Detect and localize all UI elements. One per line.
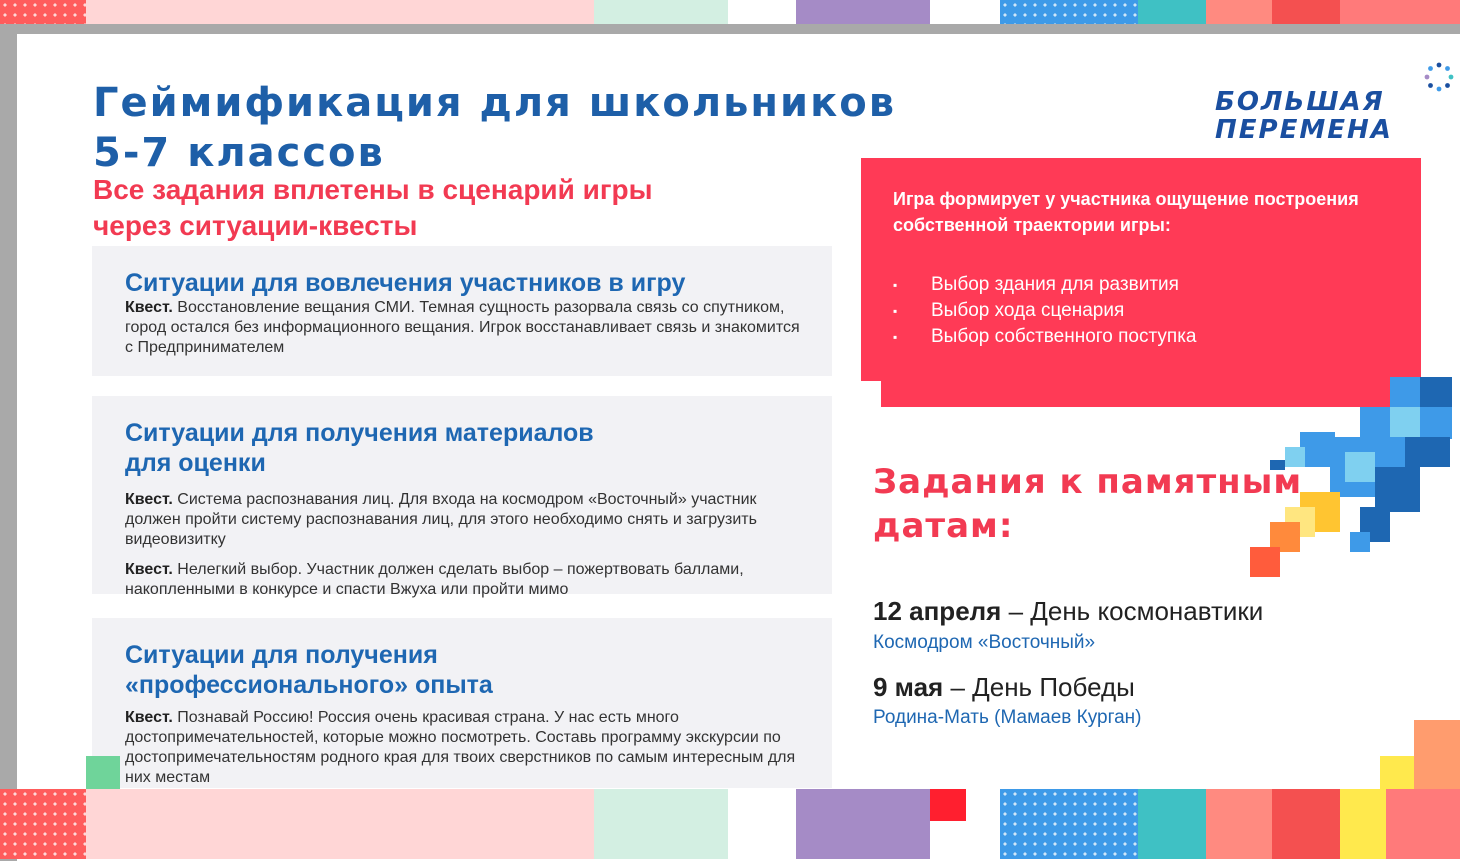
logo <box>1215 88 1393 144</box>
logo-line-1: БОЛЬШАЯ <box>1215 87 1385 117</box>
quest-card-experience <box>92 618 832 788</box>
title-line-2: 5-7 классов <box>93 130 385 176</box>
game-box-list <box>893 272 1389 350</box>
date-value: 12 апреля <box>873 596 1002 626</box>
list-item: ▪ Выбор собственного поступка <box>893 324 1389 350</box>
title-line-1: Геймификация для школьников <box>93 80 897 126</box>
page-subtitle <box>93 172 653 244</box>
logo-line-2: ПЕРЕМЕНА <box>1215 115 1393 145</box>
date-place: Космодром «Восточный» <box>873 632 1096 653</box>
card-heading-line-1: Ситуации для получения <box>125 641 438 669</box>
quest-text <box>125 490 802 550</box>
quest-label: Квест. <box>125 561 173 578</box>
page-title <box>93 78 896 178</box>
quest-text <box>125 560 802 600</box>
subtitle-line-1: Все задания вплетены в сценарий игры <box>93 174 653 205</box>
dotted-ring-icon <box>1424 62 1454 92</box>
memorable-line-1: Задания к памятным <box>873 462 1303 502</box>
left-decor-green <box>86 756 120 789</box>
quest-text <box>125 708 802 788</box>
memorable-line-2: датам: <box>873 506 1014 546</box>
date-entry-cosmonautics <box>873 596 1263 627</box>
card-heading: Ситуации для вовлечения участников в игру <box>125 269 686 297</box>
date-place: Родина-Мать (Мамаев Курган) <box>873 707 1142 728</box>
list-item: ▪ Выбор здания для развития <box>893 272 1389 298</box>
top-decor-strip <box>0 0 1460 24</box>
quest-label: Квест. <box>125 299 173 316</box>
subtitle-line-2: через ситуации-квесты <box>93 210 418 241</box>
bottom-decor-strip <box>0 789 1460 859</box>
card-heading <box>125 418 802 478</box>
quest-card-engagement <box>92 246 832 376</box>
quest-description: Система распознавания лиц. Для входа на космодром «Восточный» участник должен пройти систему распознавания лиц, для этого необходимо снять и загрузить видеовизитку <box>125 491 757 548</box>
quest-label: Квест. <box>125 491 173 508</box>
card-heading-line-1: Ситуации для получения материалов <box>125 419 594 447</box>
card-heading-line-2: для оценки <box>125 449 266 477</box>
date-name: – День Победы <box>943 672 1135 702</box>
date-entry-victory <box>873 672 1135 703</box>
quest-description: Нелегкий выбор. Участник должен сделать выбор – пожертвовать баллами, накопленными в конкурсе и спасти Вжуха или пройти мимо <box>125 561 744 598</box>
quest-description: Познавай Россию! Россия очень красивая страна. У нас есть много достопримечательностей, которые можно посмотреть. Составь программу экскурсии по достопримечательностям родного края для твоих сверстников по самым интересным для них местам <box>125 709 796 786</box>
date-value: 9 мая <box>873 672 944 702</box>
game-box-intro: Игра формирует у участника ощущение построения собственной траектории игры: <box>893 189 1359 235</box>
date-name: – День космонавтики <box>1001 596 1264 626</box>
quest-description: Восстановление вещания СМИ. Темная сущность разорвала связь со спутником, город остался без информационного вещания. Игрок восстанавливает связь и знакомится с Предпринимателем <box>125 299 800 356</box>
card-heading <box>125 640 802 700</box>
quest-label: Квест. <box>125 709 173 726</box>
quest-card-materials <box>92 396 832 598</box>
memorable-dates-heading <box>873 460 1302 548</box>
card-heading-line-2: «профессионального» опыта <box>125 671 493 699</box>
list-item: ▪ Выбор хода сценария <box>893 298 1389 324</box>
right-decor <box>1414 720 1460 789</box>
game-trajectory-box <box>861 158 1421 381</box>
quest-text <box>125 298 802 358</box>
right-decor-yellow <box>1380 756 1414 789</box>
